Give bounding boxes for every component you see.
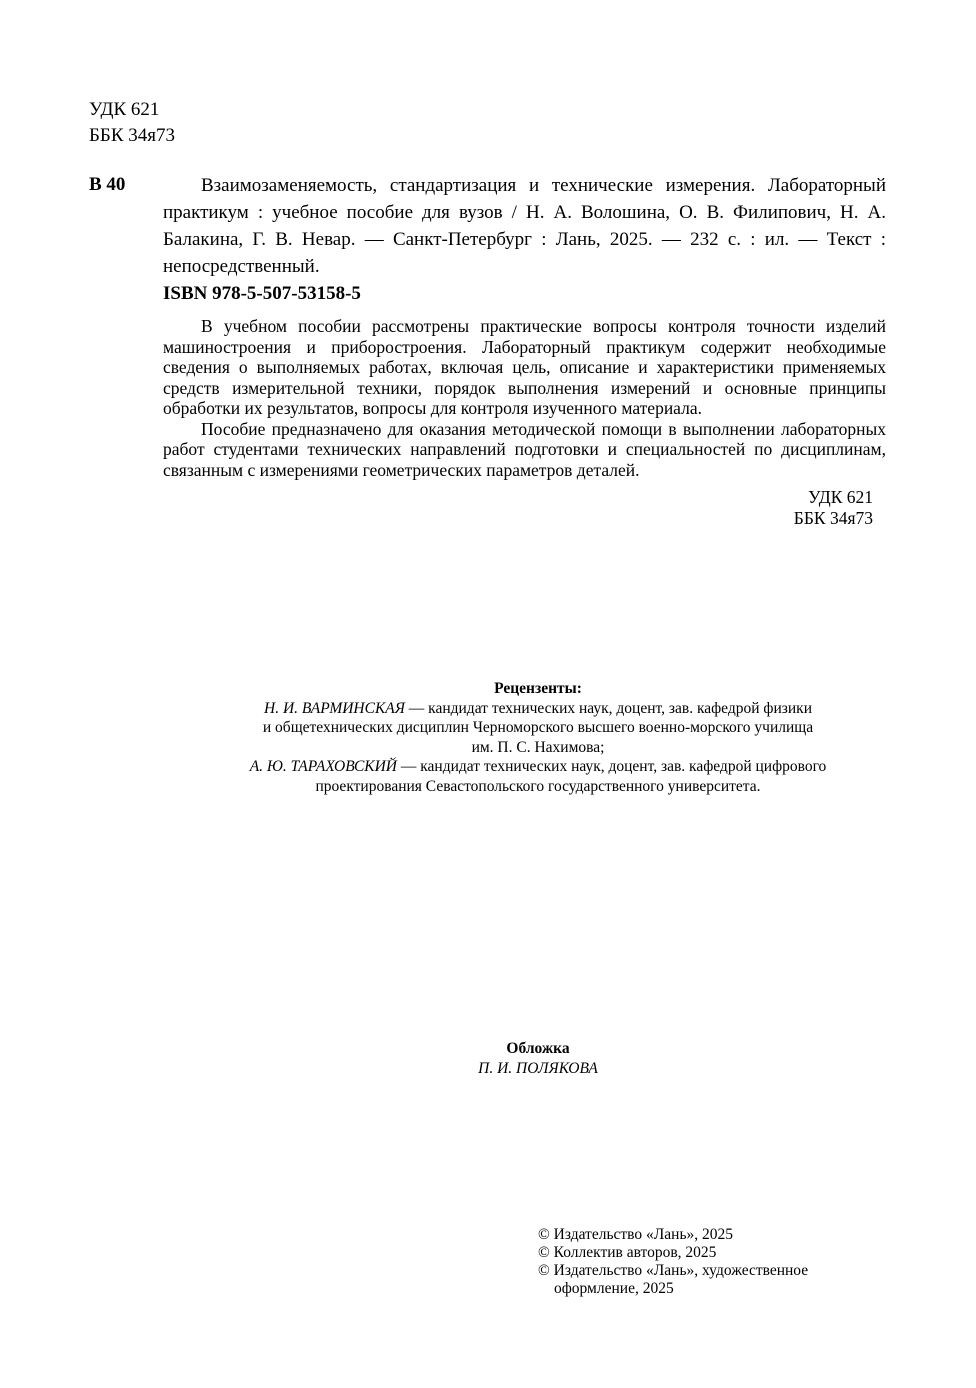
cover-designer: П. И. ПОЛЯКОВА xyxy=(478,1059,598,1077)
classification-codes-top xyxy=(89,97,175,149)
udk-code: УДК 621 xyxy=(89,99,160,120)
cover-credit xyxy=(150,1039,926,1078)
annotation xyxy=(163,316,886,480)
reviewer-1 xyxy=(150,699,926,719)
reviewer-credentials: — кандидат технических наук, доцент, зав. кафедрой физики xyxy=(404,699,812,717)
udk-code: УДК 621 xyxy=(808,487,873,507)
annotation-paragraph: В учебном пособии рассмотрены практические вопросы контроля точности изделий машиностроения и приборостроения. Лабораторный практикум содержит необходимые сведения о выполняемых работах, включая цель, описание и характеристики применяемых средств измерительной техники, порядок выполнения измерений и основные принципы обработки их результатов, вопросы для контроля изученного материала. xyxy=(163,316,886,418)
bbk-code: ББК 34я73 xyxy=(793,508,873,528)
annotation-paragraph: Пособие предназначено для оказания методической помощи в выполнении лабораторных работ студентами технических направлений подготовки и специальностей по дисциплинам, связанным с измерениями геометрических параметров деталей. xyxy=(163,418,886,480)
copyright-line: © Коллектив авторов, 2025 xyxy=(538,1244,717,1261)
bbk-code: ББК 34я73 xyxy=(89,125,175,146)
classification-codes-right xyxy=(720,487,873,529)
reviewer-1-affiliation-end: им. П. С. Нахимова; xyxy=(471,738,605,756)
reviewer-name: Н. И. ВАРМИНСКАЯ xyxy=(264,699,405,717)
copyright-block xyxy=(538,1226,848,1298)
reviewers-heading: Рецензенты: xyxy=(494,680,582,697)
reviewer-1-affiliation: и общетехнических дисциплин Черноморского высшего военно-морского училища xyxy=(262,719,814,736)
reviewer-credentials: — кандидат технических наук, доцент, зав. кафедрой цифрового xyxy=(396,758,827,775)
reviewers-block xyxy=(150,679,926,796)
author-mark: В 40 xyxy=(89,174,126,195)
reviewer-name: А. Ю. ТАРАХОВСКИЙ xyxy=(249,758,397,775)
reviewer-2-affiliation: проектирования Севастопольского государственного университета. xyxy=(315,777,761,795)
copyright-line: © Издательство «Лань», 2025 xyxy=(538,1226,734,1243)
bibliographic-description xyxy=(163,172,886,280)
biblio-text: Взаимозаменяемость, стандартизация и технические измерения. Лабораторный практикум : учебное пособие для вузов / Н. А. Волошина, О. В. Филипович, Н. А. Балакина, Г. В. Невар. — Санкт-Петербург : Лань, 2025. — 232 с. : ил. — Текст : непосредственный. xyxy=(163,175,886,277)
isbn: ISBN 978-5-507-53158-5 xyxy=(163,283,361,304)
cover-heading: Обложка xyxy=(506,1040,570,1057)
copyright-line: © Издательство «Лань», художественное оформление, 2025 xyxy=(538,1262,809,1297)
reviewer-2 xyxy=(150,757,926,777)
